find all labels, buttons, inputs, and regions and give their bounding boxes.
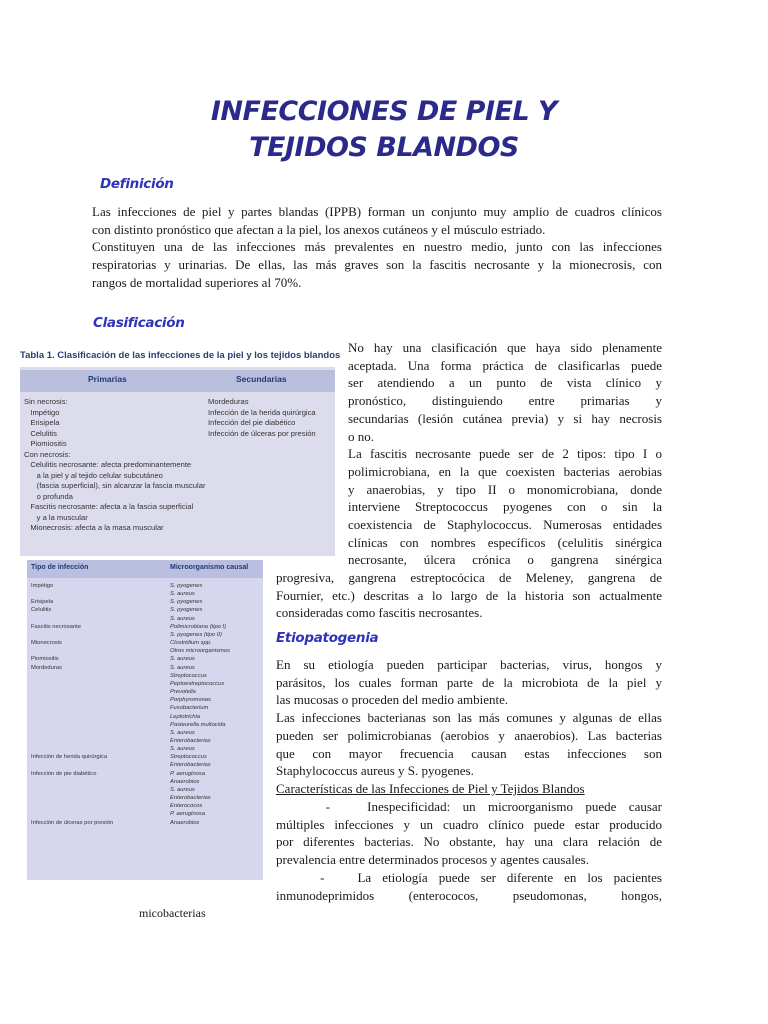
text-line: En su etiología pueden participar bacterias, virus, hongos y bbox=[276, 657, 662, 672]
classification-table bbox=[20, 348, 341, 556]
text-line: Las infecciones de piel y partes blandas (IPPB) forman un conjunto muy amplio de cuadros clínicos bbox=[92, 204, 662, 219]
caracteristicas-title-text: Características de las Infecciones de Piel y Tejidos Blandos bbox=[276, 781, 585, 796]
text-line: interviene Streptococcus pyogenes con o sin la bbox=[348, 499, 662, 515]
text-line: consideradas como fascitis necrosantes. bbox=[276, 605, 483, 621]
caption-micobacterias: micobacterias bbox=[139, 906, 206, 920]
text-line: rangos de mortalidad superiores al 70%. bbox=[92, 274, 302, 290]
text-line: ser atendiendo a un punto de vista clínico y bbox=[348, 375, 662, 391]
text-line: por diferentes bacterias. No obstante, hay una clara relación de bbox=[276, 834, 662, 850]
classification-table-caption: Tabla 1. Clasificación de las infecciones de la piel y los tejidos blandos bbox=[20, 347, 335, 367]
text-line: parásitos, los cuales forman parte de la microbiota de la piel y bbox=[276, 674, 662, 690]
clasificacion-paragraph-wide bbox=[276, 569, 662, 622]
page-title-line2: TEJIDOS BLANDOS bbox=[249, 132, 519, 163]
text-line: pronóstico, distinguiendo entre primarias y bbox=[348, 393, 662, 409]
text-line: las mucosas o proceden del medio ambiente. bbox=[276, 692, 509, 708]
text-line: pueden ser polimicrobianas (aerobios y anaerobios). Las bacterias bbox=[276, 727, 662, 743]
text-line: clínicas con nombres específicos (celulitis sinérgica bbox=[348, 534, 662, 550]
etiopatogenia-paragraph bbox=[276, 656, 662, 780]
text-line: polimicrobiana, en la que coexisten bacterias aerobias bbox=[348, 463, 662, 479]
heading-etiopatogenia: Etiopatogenia bbox=[276, 630, 379, 646]
text-line: coexistencia de Staphylococcus. Numerosas entidades bbox=[348, 517, 662, 533]
text-line: o no. bbox=[348, 428, 374, 444]
text-line: aceptada. Una forma práctica de clasificarlas puede bbox=[348, 357, 662, 373]
microorganism-table-header bbox=[27, 560, 263, 578]
text-line: - La etiología puede ser diferente en los pacientes bbox=[276, 869, 662, 885]
header-micro: Microorganismo causal bbox=[170, 564, 249, 571]
text-line: Constituyen una de las infecciones más prevalentes en nuestro medio, junto con las infecciones bbox=[92, 239, 662, 255]
classification-table-header bbox=[20, 370, 335, 392]
heading-definicion: Definición bbox=[100, 176, 174, 192]
text-line: y anaerobias, y tipo II o monomicrobiana, donde bbox=[348, 481, 662, 497]
text-line: No hay una clasificación que haya sido plenamente bbox=[348, 340, 662, 355]
text-line: La fascitis necrosante puede ser de 2 tipos: tipo I o bbox=[348, 446, 662, 462]
text-line: Las infecciones bacterianas son las más comunes y algunas de ellas bbox=[276, 710, 662, 726]
clasificacion-paragraph bbox=[348, 339, 662, 569]
microorganism-table bbox=[27, 560, 263, 880]
text-line: inmunodeprimidos (enterococos, pseudomonas, hongos, bbox=[276, 887, 662, 903]
text-line: Fournier, etc.) descritas a lo largo de la historia son actualmente bbox=[276, 587, 662, 603]
tipo-column: Impétigo Erisipela Celulitis Fascitis necrosante Mionecrosis Piomiositis Mordeduras Infección de herida quirúrgica Infección de pie diabético Infección de úlceras por presión bbox=[31, 583, 114, 826]
definicion-paragraph bbox=[92, 203, 662, 292]
secundarias-column: Mordeduras Infección de la herida quirúrgica Infección del pie diabético Infección de úlceras por presión bbox=[208, 397, 316, 438]
text-line: Staphylococcus aureus y S. pyogenes. bbox=[276, 763, 474, 779]
text-line: prevalencia entre determinados procesos y agentes causales. bbox=[276, 852, 589, 868]
caracteristicas-paragraph bbox=[276, 798, 662, 904]
header-primarias: Primarias bbox=[88, 374, 127, 384]
primarias-column: Sin necrosis: Impétigo Erisipela Celulitis Piomiositis Con necrosis: Celulitis necrosante: afecta predominantemente a la piel y al tejido celular subcutáneo (fascia superficial), sin alcanzar la fascia muscular o profunda Fascitis necrosante: afecta a la fascia superficial y a la muscular Mionecrosis: afecta a la masa muscular bbox=[24, 397, 206, 532]
text-line: secundarias (lesión cutánea previa) y si hay necrosis bbox=[348, 410, 662, 426]
text-line: con distinto pronóstico que afectan a la piel, los anexos cutáneos y el músculo estriado. bbox=[92, 221, 546, 237]
text-line: progresiva, gangrena estreptocócica de Meleney, gangrena de bbox=[276, 570, 662, 585]
page-title bbox=[0, 94, 768, 166]
page-title-line1: INFECCIONES DE PIEL Y bbox=[210, 96, 558, 127]
micro-column: S. pyogenes S. aureus S. pyogenes S. pyogenes S. aureus Polimicrobiana (tipo I) S. pyogenes (tipo II) Clostridium spp. Otros microorganismos S. aureus S. aureus Streptococcus Peptoestreptococcus Prevotella Porphyromonas Fusobacterium Leptotrichia Pasteurella multocida S. aureus Enterobacterias S. aureus Streptococcus Enterobacterias P. aeruginosa Anaerobios S. aureus Enterobacterias Enterococos P. aeruginosa Anaerobios bbox=[170, 583, 230, 826]
text-line: necrosante, úlcera crónica o gangrena sinérgica bbox=[348, 552, 662, 568]
caracteristicas-title bbox=[276, 780, 662, 798]
text-line: - Inespecificidad: un microorganismo puede causar bbox=[276, 799, 663, 814]
header-tipo: Tipo de infección bbox=[31, 564, 89, 571]
header-secundarias: Secundarias bbox=[236, 374, 287, 384]
text-line: respiratorias y urinarias. De ellas, las más graves son la fascitis necrosante y la mionecrosis, con bbox=[92, 257, 662, 273]
heading-clasificacion: Clasificación bbox=[93, 315, 185, 331]
text-line: múltiples infecciones y un cuadro clínico puede estar producido bbox=[276, 816, 662, 832]
text-line: que con mayor frecuencia causan estas infecciones son bbox=[276, 745, 662, 761]
